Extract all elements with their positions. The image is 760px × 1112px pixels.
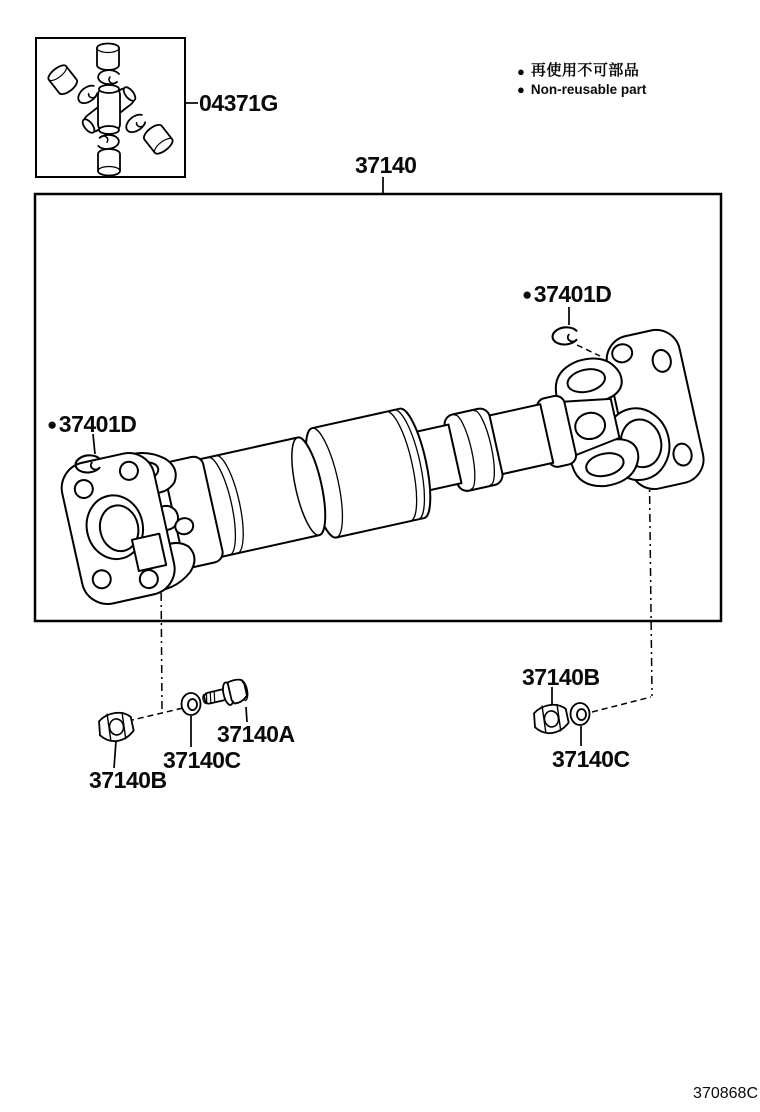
- washer-left-drawing: [182, 693, 201, 715]
- non-reusable-bullet-icon: ●: [517, 63, 525, 79]
- callout-snap-ring-right[interactable]: [522, 283, 611, 306]
- diagram-code: 370868C: [693, 1085, 758, 1102]
- callout-spider-kit[interactable]: 04371G: [199, 90, 278, 116]
- callout-bolt-left[interactable]: 37140A: [217, 721, 295, 747]
- non-reusable-bullet-icon: ●: [517, 82, 525, 98]
- callout-nut-right[interactable]: 37140B: [522, 664, 600, 690]
- spider-kit-drawing: [46, 44, 175, 176]
- legend-row-english: [517, 83, 646, 98]
- callout-washer-right[interactable]: 37140C: [552, 746, 630, 772]
- callout-nut-left[interactable]: 37140B: [89, 767, 167, 793]
- washer-right-drawing: [571, 703, 590, 725]
- nut-left-drawing: [97, 711, 135, 743]
- legend-english-text: Non-reusable part: [530, 81, 647, 97]
- legend-row-japanese: [517, 63, 646, 80]
- non-reusable-bullet-icon: ●: [522, 285, 532, 304]
- callout-assembly[interactable]: 37140: [355, 152, 417, 178]
- nut-right-drawing: [532, 703, 570, 735]
- flange-bolt-drawing: [200, 678, 249, 711]
- spider-cross-body: [98, 85, 120, 134]
- non-reusable-bullet-icon: ●: [47, 415, 57, 434]
- legend-japanese-text: 再使用不可部品: [530, 62, 640, 79]
- part-number: 37401D: [58, 411, 137, 437]
- propeller-shaft-drawing: [55, 325, 708, 615]
- callout-washer-left[interactable]: 37140C: [163, 747, 241, 773]
- callout-snap-ring-left[interactable]: [47, 413, 136, 436]
- legend: [517, 63, 646, 100]
- snap-ring-right-drawing: [552, 326, 578, 345]
- part-number: 37401D: [533, 281, 612, 307]
